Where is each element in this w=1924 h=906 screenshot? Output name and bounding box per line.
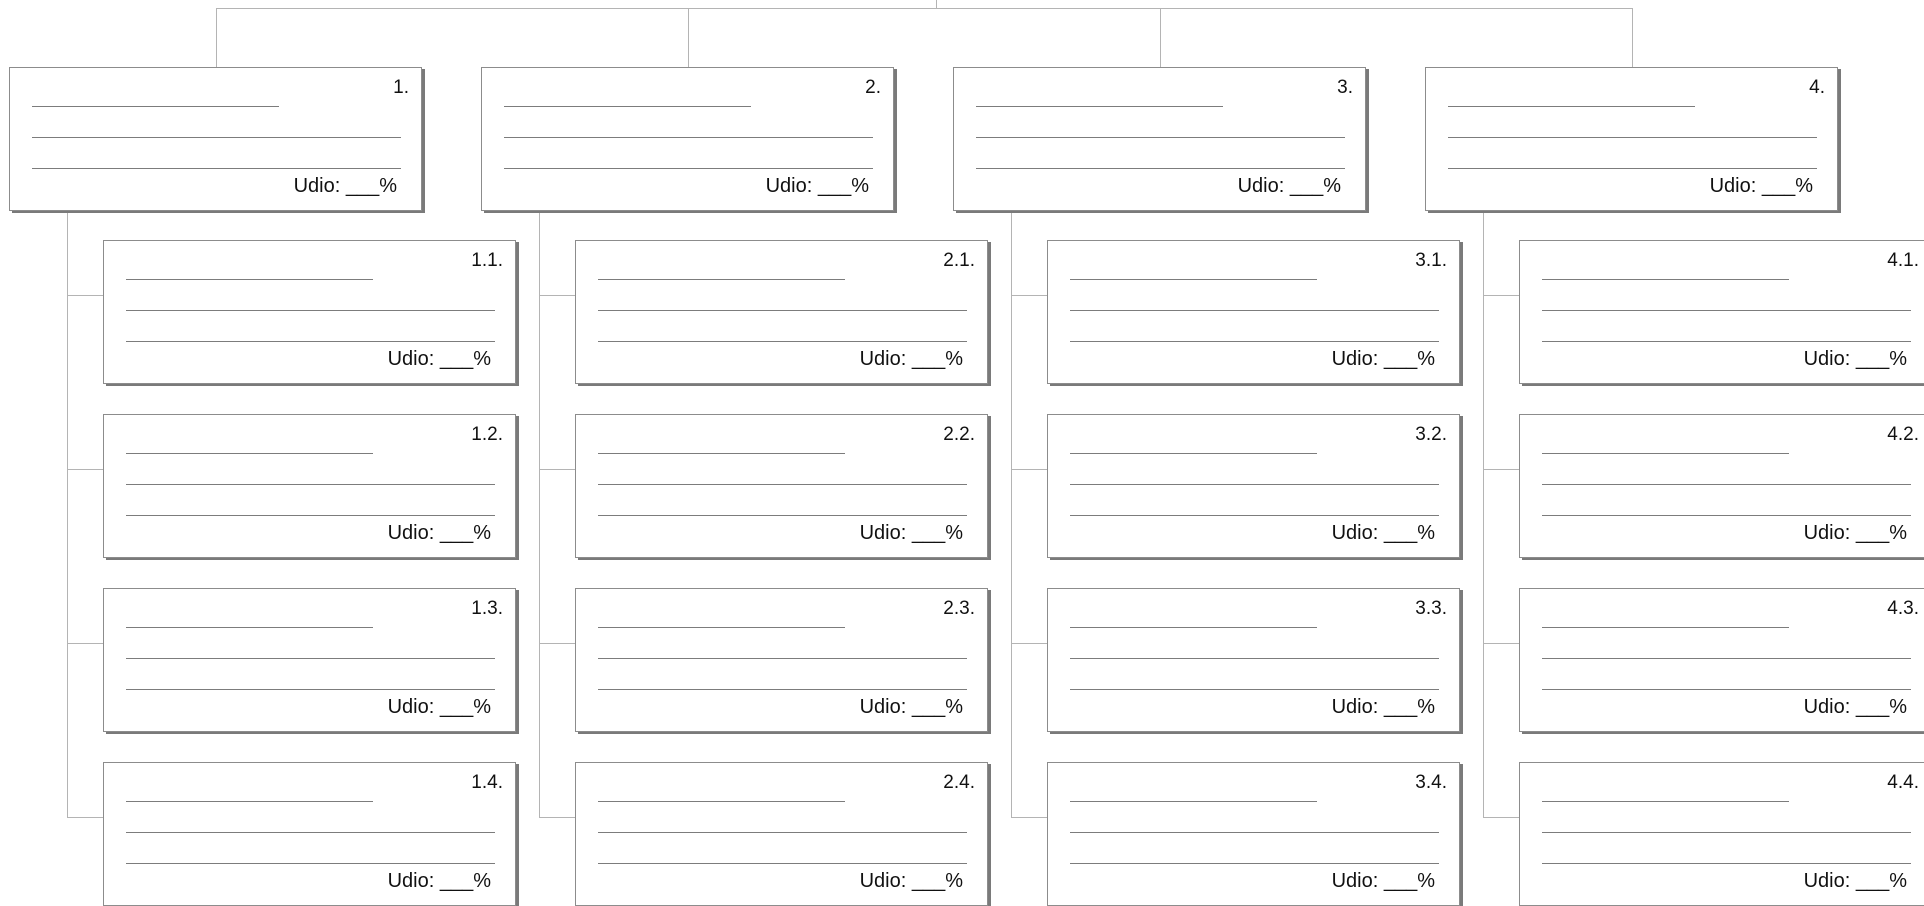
blank-line-1[interactable] (32, 106, 279, 107)
share-label: Udio: ___% (1331, 696, 1435, 718)
share-label: Udio: ___% (1709, 175, 1813, 197)
node-number: 2.4. (943, 772, 975, 793)
share-label: Udio: ___% (387, 348, 491, 370)
node-number: 4.2. (1887, 424, 1919, 445)
connector-branch-1-3 (67, 643, 103, 644)
blank-line-1[interactable] (1448, 106, 1695, 107)
node-2-3 (575, 588, 988, 732)
blank-line-1[interactable] (598, 279, 845, 280)
blank-line-3[interactable] (1448, 168, 1817, 169)
share-label: Udio: ___% (859, 696, 963, 718)
blank-line-3[interactable] (126, 515, 495, 516)
blank-line-2[interactable] (1542, 658, 1911, 659)
share-label: Udio: ___% (1237, 175, 1341, 197)
blank-line-1[interactable] (126, 801, 373, 802)
blank-line-1[interactable] (598, 801, 845, 802)
blank-line-2[interactable] (598, 310, 967, 311)
share-label: Udio: ___% (293, 175, 397, 197)
blank-line-1[interactable] (126, 279, 373, 280)
blank-line-3[interactable] (976, 168, 1345, 169)
connector-branch-4-2 (1483, 469, 1519, 470)
blank-line-3[interactable] (1070, 863, 1439, 864)
blank-line-2[interactable] (504, 137, 873, 138)
blank-line-2[interactable] (1070, 310, 1439, 311)
connector-branch-4-3 (1483, 643, 1519, 644)
blank-line-2[interactable] (1070, 484, 1439, 485)
connector-drop-1 (216, 8, 217, 67)
connector-drop-3 (1160, 8, 1161, 67)
blank-line-1[interactable] (1070, 453, 1317, 454)
blank-line-2[interactable] (126, 832, 495, 833)
blank-line-2[interactable] (1542, 484, 1911, 485)
blank-line-3[interactable] (126, 689, 495, 690)
node-4-1 (1519, 240, 1924, 384)
node-number: 1. (393, 77, 409, 98)
blank-line-3[interactable] (598, 689, 967, 690)
blank-line-1[interactable] (1542, 279, 1789, 280)
blank-line-2[interactable] (1070, 658, 1439, 659)
connector-branch-3-4 (1011, 817, 1047, 818)
connector-trunk-1 (67, 211, 68, 818)
connector-branch-2-1 (539, 295, 575, 296)
node-4-2 (1519, 414, 1924, 558)
share-label: Udio: ___% (859, 522, 963, 544)
node-4-4 (1519, 762, 1924, 906)
node-3 (953, 67, 1366, 211)
node-2-1 (575, 240, 988, 384)
node-number: 2. (865, 77, 881, 98)
share-label: Udio: ___% (1803, 870, 1907, 892)
share-label: Udio: ___% (1803, 348, 1907, 370)
connector-trunk-4 (1483, 211, 1484, 818)
blank-line-3[interactable] (126, 863, 495, 864)
share-label: Udio: ___% (387, 522, 491, 544)
blank-line-3[interactable] (504, 168, 873, 169)
blank-line-1[interactable] (126, 627, 373, 628)
node-number: 2.2. (943, 424, 975, 445)
blank-line-1[interactable] (976, 106, 1223, 107)
node-2 (481, 67, 894, 211)
blank-line-3[interactable] (598, 515, 967, 516)
blank-line-3[interactable] (1542, 515, 1911, 516)
blank-line-2[interactable] (1542, 832, 1911, 833)
node-2-2 (575, 414, 988, 558)
share-label: Udio: ___% (387, 696, 491, 718)
node-3-3 (1047, 588, 1460, 732)
share-label: Udio: ___% (859, 870, 963, 892)
node-number: 4. (1809, 77, 1825, 98)
node-number: 3.2. (1415, 424, 1447, 445)
node-4 (1425, 67, 1838, 211)
node-4-3 (1519, 588, 1924, 732)
node-1-2 (103, 414, 516, 558)
blank-line-2[interactable] (1070, 832, 1439, 833)
blank-line-2[interactable] (598, 658, 967, 659)
blank-line-2[interactable] (598, 832, 967, 833)
node-number: 1.3. (471, 598, 503, 619)
blank-line-1[interactable] (598, 453, 845, 454)
blank-line-3[interactable] (1070, 689, 1439, 690)
share-label: Udio: ___% (1331, 348, 1435, 370)
node-number: 4.4. (1887, 772, 1919, 793)
node-number: 2.1. (943, 250, 975, 271)
connector-branch-3-1 (1011, 295, 1047, 296)
node-1-4 (103, 762, 516, 906)
share-label: Udio: ___% (1331, 870, 1435, 892)
connector-branch-1-4 (67, 817, 103, 818)
blank-line-2[interactable] (126, 658, 495, 659)
blank-line-2[interactable] (32, 137, 401, 138)
node-3-4 (1047, 762, 1460, 906)
connector-branch-2-4 (539, 817, 575, 818)
node-1 (9, 67, 422, 211)
blank-line-2[interactable] (598, 484, 967, 485)
connector-root-stub (936, 0, 937, 8)
connector-drop-2 (688, 8, 689, 67)
connector-branch-3-3 (1011, 643, 1047, 644)
connector-trunk-2 (539, 211, 540, 818)
blank-line-3[interactable] (1542, 689, 1911, 690)
node-number: 3. (1337, 77, 1353, 98)
blank-line-1[interactable] (1070, 279, 1317, 280)
node-number: 3.4. (1415, 772, 1447, 793)
blank-line-2[interactable] (976, 137, 1345, 138)
node-number: 4.1. (1887, 250, 1919, 271)
node-3-1 (1047, 240, 1460, 384)
node-3-2 (1047, 414, 1460, 558)
blank-line-1[interactable] (1542, 453, 1789, 454)
blank-line-2[interactable] (1542, 310, 1911, 311)
blank-line-1[interactable] (1542, 801, 1789, 802)
blank-line-1[interactable] (126, 453, 373, 454)
blank-line-3[interactable] (1070, 515, 1439, 516)
connector-branch-4-1 (1483, 295, 1519, 296)
connector-branch-2-3 (539, 643, 575, 644)
connector-top-bar (216, 8, 1633, 9)
blank-line-1[interactable] (1542, 627, 1789, 628)
node-2-4 (575, 762, 988, 906)
blank-line-1[interactable] (598, 627, 845, 628)
blank-line-1[interactable] (1070, 801, 1317, 802)
node-1-1 (103, 240, 516, 384)
blank-line-3[interactable] (1070, 341, 1439, 342)
blank-line-2[interactable] (1448, 137, 1817, 138)
blank-line-2[interactable] (126, 484, 495, 485)
blank-line-2[interactable] (126, 310, 495, 311)
node-number: 3.3. (1415, 598, 1447, 619)
blank-line-3[interactable] (126, 341, 495, 342)
connector-branch-2-2 (539, 469, 575, 470)
share-label: Udio: ___% (1331, 522, 1435, 544)
connector-branch-1-1 (67, 295, 103, 296)
blank-line-3[interactable] (1542, 341, 1911, 342)
share-label: Udio: ___% (765, 175, 869, 197)
connector-drop-4 (1632, 8, 1633, 67)
node-number: 2.3. (943, 598, 975, 619)
blank-line-3[interactable] (1542, 863, 1911, 864)
blank-line-3[interactable] (598, 341, 967, 342)
node-number: 1.4. (471, 772, 503, 793)
blank-line-3[interactable] (598, 863, 967, 864)
node-number: 1.2. (471, 424, 503, 445)
blank-line-1[interactable] (1070, 627, 1317, 628)
share-label: Udio: ___% (1803, 696, 1907, 718)
share-label: Udio: ___% (387, 870, 491, 892)
blank-line-3[interactable] (32, 168, 401, 169)
connector-branch-4-4 (1483, 817, 1519, 818)
share-label: Udio: ___% (859, 348, 963, 370)
connector-trunk-3 (1011, 211, 1012, 818)
share-label: Udio: ___% (1803, 522, 1907, 544)
node-number: 4.3. (1887, 598, 1919, 619)
node-1-3 (103, 588, 516, 732)
blank-line-1[interactable] (504, 106, 751, 107)
connector-branch-3-2 (1011, 469, 1047, 470)
connector-branch-1-2 (67, 469, 103, 470)
node-number: 3.1. (1415, 250, 1447, 271)
node-number: 1.1. (471, 250, 503, 271)
